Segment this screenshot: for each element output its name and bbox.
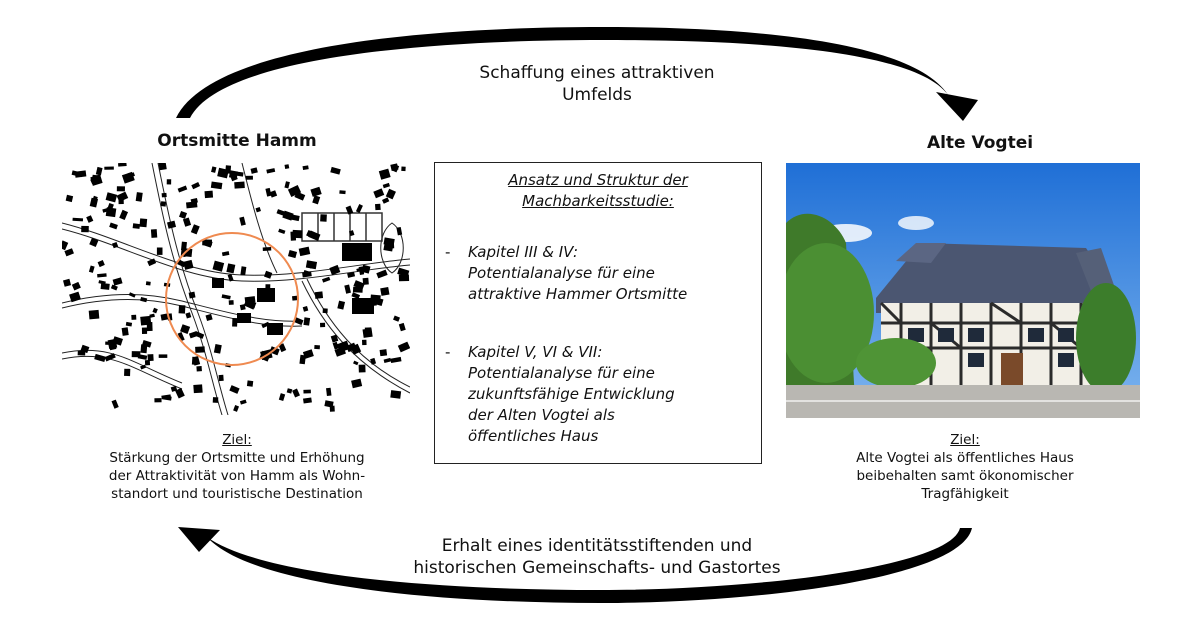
map-building [376,270,387,279]
map-building [178,186,188,193]
study-item-chapter-3-4 [445,242,750,305]
map-building [81,226,89,232]
map-building [147,322,153,331]
map-building [323,308,328,313]
map-building [148,354,154,361]
map-building [98,260,105,267]
ortsmitte-title: Ortsmitte Hamm [157,131,317,151]
map-building [351,379,362,389]
map-building [342,243,372,261]
map-building [212,261,224,272]
study-item-text: Kapitel V, VI & VII: Potentialanalyse für eine zukunftsfähige Entwicklung der Alten Vogtei als öffentliches Haus [468,343,675,445]
map-building [379,169,391,180]
map-building [104,167,114,170]
map-building [64,248,74,256]
map-building [276,209,288,217]
map-building [142,328,147,334]
map-building [390,390,401,399]
map-building [185,312,191,318]
map-building [72,282,81,291]
map-building [214,344,222,354]
map-building [284,181,289,188]
map-building [222,294,231,299]
map-building [117,192,129,202]
map-building [315,291,323,298]
map-building [299,247,311,256]
map-building [324,400,333,407]
map-building [118,163,127,167]
map-building [278,229,285,234]
map-building [151,229,157,238]
map-building [401,167,405,172]
map-building [229,385,239,394]
map-building [226,263,235,273]
map-building [139,218,147,227]
map-building [119,210,128,220]
map-building [303,165,309,170]
map-building [375,204,381,210]
town-map-image [62,163,410,415]
map-building [191,182,200,189]
map-building [63,279,71,287]
map-building [398,342,410,353]
map-building [267,323,283,335]
map-building [162,193,167,198]
study-item-text: Kapitel III & IV: Potentialanalyse für eine attraktive Hammer Ortsmitte [468,243,688,303]
map-building [66,195,73,202]
map-building [189,292,196,299]
map-building [320,323,325,327]
alte-vogtei-goal [795,431,1135,503]
map-building [106,192,118,202]
map-building [288,250,297,258]
map-building [352,298,374,314]
map-building [326,388,332,396]
map-building [97,273,107,277]
map-building [303,397,312,403]
map-building [234,181,245,188]
map-building [133,223,140,229]
map-building [240,399,247,404]
map-building [337,301,345,310]
map-building [257,288,275,302]
map-building [237,313,251,323]
map-building [89,266,95,273]
map-building [154,398,161,402]
map-building [89,310,100,320]
map-building [78,351,86,356]
list-marker: - [445,243,451,261]
map-building [229,300,234,305]
goal-text: Alte Vogtei als öffentliches Haus beibehalten samt ökonomischer Tragfähigkeit [856,450,1074,502]
map-building [212,278,224,288]
map-building [322,277,330,283]
map-building [287,388,293,393]
goal-text: Stärkung der Ortsmitte und Erhöhung der Attraktivität von Hamm als Wohn- standort und touristische Destination [108,450,366,502]
map-building [219,375,224,381]
map-building [256,207,261,212]
map-building [131,315,136,320]
map-building [380,349,388,356]
map-building [373,188,384,198]
map-building [265,188,271,197]
map-building [149,314,155,318]
map-building [86,215,93,223]
map-building [292,389,300,398]
map-building [384,358,392,363]
top-arrowhead [936,92,978,121]
map-building [299,355,305,364]
map-building [193,384,202,393]
map-building [393,316,400,322]
map-building [145,360,150,365]
map-building [122,327,129,336]
map-building [390,357,401,363]
list-marker: - [445,343,451,361]
map-building [129,292,136,297]
map-building [356,204,363,213]
study-item-chapter-5-7 [445,342,750,447]
map-building [399,323,406,331]
map-building [359,365,366,373]
map-building [303,390,311,394]
map-building [109,223,118,230]
map-building [113,277,123,285]
map-building [239,217,246,226]
map-building [382,197,389,203]
map-building [132,351,141,357]
map-building [196,366,202,371]
map-building [320,214,327,222]
map-building [161,201,167,206]
map-building [246,176,253,180]
map-building [167,221,176,229]
map-building [72,218,83,222]
map-building [330,167,341,175]
map-building [146,281,151,285]
map-building [279,393,285,401]
map-building [292,230,302,238]
map-building [380,287,389,296]
top-cycle-label: Schaffung eines attraktiven Umfelds [479,63,715,105]
map-building [152,308,157,314]
map-building [363,328,373,338]
map-building [396,227,402,235]
map-building [191,224,200,234]
map-building [310,187,321,197]
map-building [157,248,163,255]
map-building [111,285,118,291]
map-building [339,190,345,194]
map-building [247,380,253,386]
map-building [136,192,143,202]
map-building [206,314,213,321]
map-building [222,251,229,256]
map-building [140,297,147,302]
bottom-cycle-label: Erhalt eines identitätsstiftenden und historischen Gemeinschafts- und Gastortes [413,536,781,578]
map-building [285,164,290,169]
map-building [167,179,171,184]
study-structure-box [434,162,762,464]
study-title: Ansatz und Struktur der Machbarkeitsstudie: [508,171,688,210]
map-building [117,186,125,191]
goal-heading: Ziel: [222,432,252,448]
map-building [62,240,68,250]
map-building [126,322,132,327]
map-building [112,400,119,409]
alte-vogtei-photo [786,163,1140,418]
map-building [263,247,272,251]
map-building [344,284,351,293]
map-building [89,238,98,247]
map-building [195,346,205,352]
map-building [266,168,275,173]
map-building [233,405,239,412]
bottom-arrowhead [178,527,220,552]
map-building [232,318,237,327]
map-building [183,218,191,227]
map-building [94,354,106,362]
town-map-drawing [62,163,410,415]
map-building [303,306,309,312]
map-building [159,354,168,358]
map-building [225,165,231,173]
highlight-circle [166,233,298,365]
map-building [383,183,390,188]
map-building [179,305,186,314]
map-building [205,191,214,198]
map-building [124,369,130,376]
map-building [147,258,156,266]
map-building [240,266,246,275]
goal-heading: Ziel: [950,432,980,448]
map-building [314,345,320,349]
map-building [362,340,367,345]
map-building [353,361,358,366]
map-building [211,166,216,172]
map-building [96,167,103,176]
map-building [264,271,272,279]
map-building [179,211,187,219]
ortsmitte-goal [72,431,402,503]
map-building [101,283,110,290]
map-building [251,167,258,173]
map-building [370,358,376,365]
map-building [159,163,167,170]
alte-vogtei-title: Alte Vogtei [926,133,1034,153]
map-building [213,397,219,403]
map-building [303,317,310,325]
map-building [211,182,223,190]
map-building [186,201,197,208]
map-building [333,342,339,350]
